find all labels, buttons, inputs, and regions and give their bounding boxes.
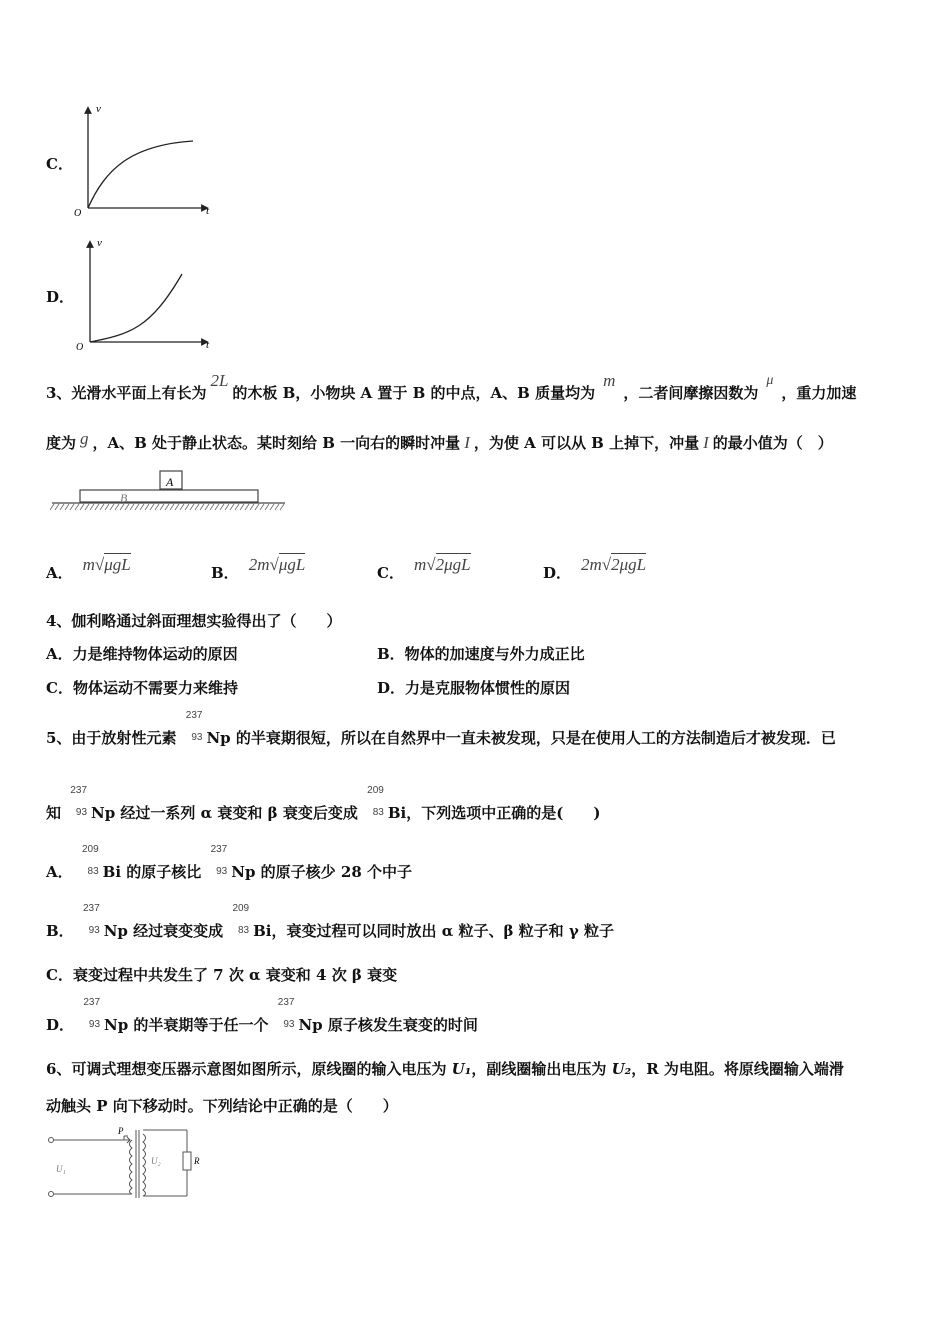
q4-stem: 4、伽利略通过斜面理想实验得出了（ ） [46, 612, 342, 630]
hatch-mark [115, 504, 119, 510]
np-nuclide-notation: 237 93 [185, 710, 203, 743]
hatch-mark [75, 504, 79, 510]
hatch-mark [240, 504, 244, 510]
hatch-mark [180, 504, 184, 510]
hatch-mark [140, 504, 144, 510]
hatch-mark [165, 504, 169, 510]
bi-nuclide-notation: 209 83 [367, 785, 384, 818]
hatch-mark [105, 504, 109, 510]
hatch-mark [80, 504, 84, 510]
bi-nuclide-notation: 209 83 [81, 844, 99, 877]
hatch-mark [265, 504, 269, 510]
board-b [80, 490, 258, 502]
graph-c [70, 100, 220, 220]
hatch-mark [150, 504, 154, 510]
np-nuclide-notation: 237 93 [70, 785, 88, 818]
primary-coil [130, 1140, 133, 1194]
sqrt-sign: √ [601, 555, 612, 574]
board-block-figure [50, 466, 290, 516]
axis-v-label: v [97, 237, 102, 249]
hatch-mark [185, 504, 189, 510]
u1-label: U₁ [56, 1164, 66, 1174]
hatch-mark [190, 504, 194, 510]
gravity-g: g [80, 429, 89, 448]
hatch-mark [65, 504, 69, 510]
hatch-mark [160, 504, 164, 510]
q4-option-c[interactable]: C．物体运动不需要力来维持 [46, 679, 238, 697]
hatch-mark [195, 504, 199, 510]
board-b-label: B [120, 491, 128, 505]
q5-option-a[interactable]: A． 209 83 Bi 的原子核比 237 93 Np 的原子核少 28 个中子 [46, 844, 412, 881]
sqrt-sign: √ [94, 555, 105, 574]
hatch-mark [275, 504, 279, 510]
transformer-figure [44, 1122, 214, 1204]
np-nuclide-notation: 237 93 [210, 844, 228, 877]
hatch-mark [55, 504, 59, 510]
hatch-mark [245, 504, 249, 510]
block-a-label: A [166, 475, 174, 489]
q3-option-a[interactable]: A． m√μgL [46, 555, 131, 582]
hatch-mark [200, 504, 204, 510]
hatch-mark [230, 504, 234, 510]
bi-nuclide-notation: 209 83 [232, 903, 250, 936]
hatch-mark [70, 504, 74, 510]
v-t-curve [90, 274, 182, 342]
option-d-label: D． [46, 288, 75, 306]
np-nuclide-notation: 237 93 [83, 903, 100, 936]
q4-option-d[interactable]: D．力是克服物体惯性的原因 [377, 679, 571, 697]
hatch-mark [130, 504, 134, 510]
axis-v-label: v [96, 103, 101, 115]
u2-label: U₂ [151, 1156, 161, 1166]
hatch-mark [220, 504, 224, 510]
hatch-mark [100, 504, 104, 510]
sqrt-sign: √ [269, 555, 279, 574]
sqrt-sign: √ [426, 555, 436, 574]
hatch-mark [145, 504, 149, 510]
origin-label: O [76, 342, 84, 353]
voltage-u1: U₁ [451, 1060, 472, 1078]
impulse-I: I [703, 433, 709, 452]
axis-t-label: t [206, 339, 210, 351]
q5-option-b[interactable]: B． 237 93 Np 经过衰变变成 209 83 Bi，衰变过程可以同时放出 α 粒子、β 粒子和 γ 粒子 [46, 903, 615, 940]
friction-mu: μ [766, 373, 774, 388]
hatch-mark [215, 504, 219, 510]
q3-option-b[interactable]: B． 2m√μgL [211, 555, 306, 582]
hatch-mark [60, 504, 64, 510]
np-nuclide-notation: 237 93 [83, 997, 101, 1030]
axis-t-label: t [206, 205, 210, 217]
hatch-mark [205, 504, 209, 510]
hatch-mark [90, 504, 94, 510]
hatch-mark [170, 504, 174, 510]
q3-stem-line2: 度为 g ，A、B 处于静止状态。某时刻给 B 一向右的瞬时冲量 I ，为使 A 可以从 B 上掉下，冲量 I 的最小值为（ ） [46, 429, 833, 452]
q5-stem-line2: 知 237 93 Np 经过一系列 α 衰变和 β 衰变后变成 209 83 Bi，下列选项中正确的是( ) [46, 785, 601, 822]
hatch-mark [155, 504, 159, 510]
q5-option-d[interactable]: D． 237 93 Np 的半衰期等于任一个 237 93 Np 原子核发生衰变的时间 [46, 997, 478, 1034]
hatch-mark [260, 504, 264, 510]
ground-hatch [50, 504, 284, 510]
resistor-label: R [194, 1156, 200, 1166]
q3-stem-line1: 3、光滑水平面上有长为2L的木板 B，小物块 A 置于 B 的中点，A、B 质量均为m，二者间摩擦因数为μ，重力加速 [46, 371, 857, 402]
q5-stem-line1: 5、由于放射性元素 237 93 Np 的半衰期很短，所以在自然界中一直未被发现，只是在使用人工的方法制造后才被发现．已 [46, 710, 836, 747]
hatch-mark [110, 504, 114, 510]
secondary-coil [143, 1134, 146, 1196]
origin-label: O [74, 208, 82, 219]
impulse-I: I [464, 433, 470, 452]
hatch-mark [175, 504, 179, 510]
slider-p-label: P [118, 1126, 124, 1136]
q3-option-d[interactable]: D． 2m√2μgL [543, 555, 647, 582]
mass-m: m [603, 371, 616, 390]
input-terminal [49, 1138, 54, 1143]
hatch-mark [95, 504, 99, 510]
length-2L: 2L [210, 371, 229, 390]
slider-arrow [124, 1137, 130, 1143]
hatch-mark [135, 504, 139, 510]
hatch-mark [250, 504, 254, 510]
q4-option-b[interactable]: B．物体的加速度与外力成正比 [377, 645, 585, 663]
input-terminal [49, 1192, 54, 1197]
hatch-mark [210, 504, 214, 510]
hatch-mark [50, 504, 54, 510]
q6-stem-line1: 6、可调式理想变压器示意图如图所示，原线圈的输入电压为 U₁，副线圈输出电压为 U₂，R 为电阻。将原线圈输入端滑 [46, 1060, 844, 1078]
option-c-label: C． [46, 155, 73, 173]
voltage-u2: U₂ [611, 1060, 632, 1078]
resistor [183, 1152, 191, 1170]
q6-stem-line2: 动触头 P 向下移动时。下列结论中正确的是（ ） [46, 1097, 398, 1115]
graph-d [70, 234, 220, 354]
q3-option-c[interactable]: C． m√2μgL [377, 555, 471, 582]
hatch-mark [85, 504, 89, 510]
np-nuclide-notation: 237 93 [277, 997, 295, 1030]
v-t-curve [88, 141, 193, 208]
q5-option-c[interactable]: C．衰变过程中共发生了 7 次 α 衰变和 4 次 β 衰变 [46, 966, 398, 984]
hatch-mark [225, 504, 229, 510]
hatch-mark [270, 504, 274, 510]
hatch-mark [255, 504, 259, 510]
hatch-mark [280, 504, 284, 510]
q4-option-a[interactable]: A．力是维持物体运动的原因 [46, 645, 238, 663]
hatch-mark [235, 504, 239, 510]
